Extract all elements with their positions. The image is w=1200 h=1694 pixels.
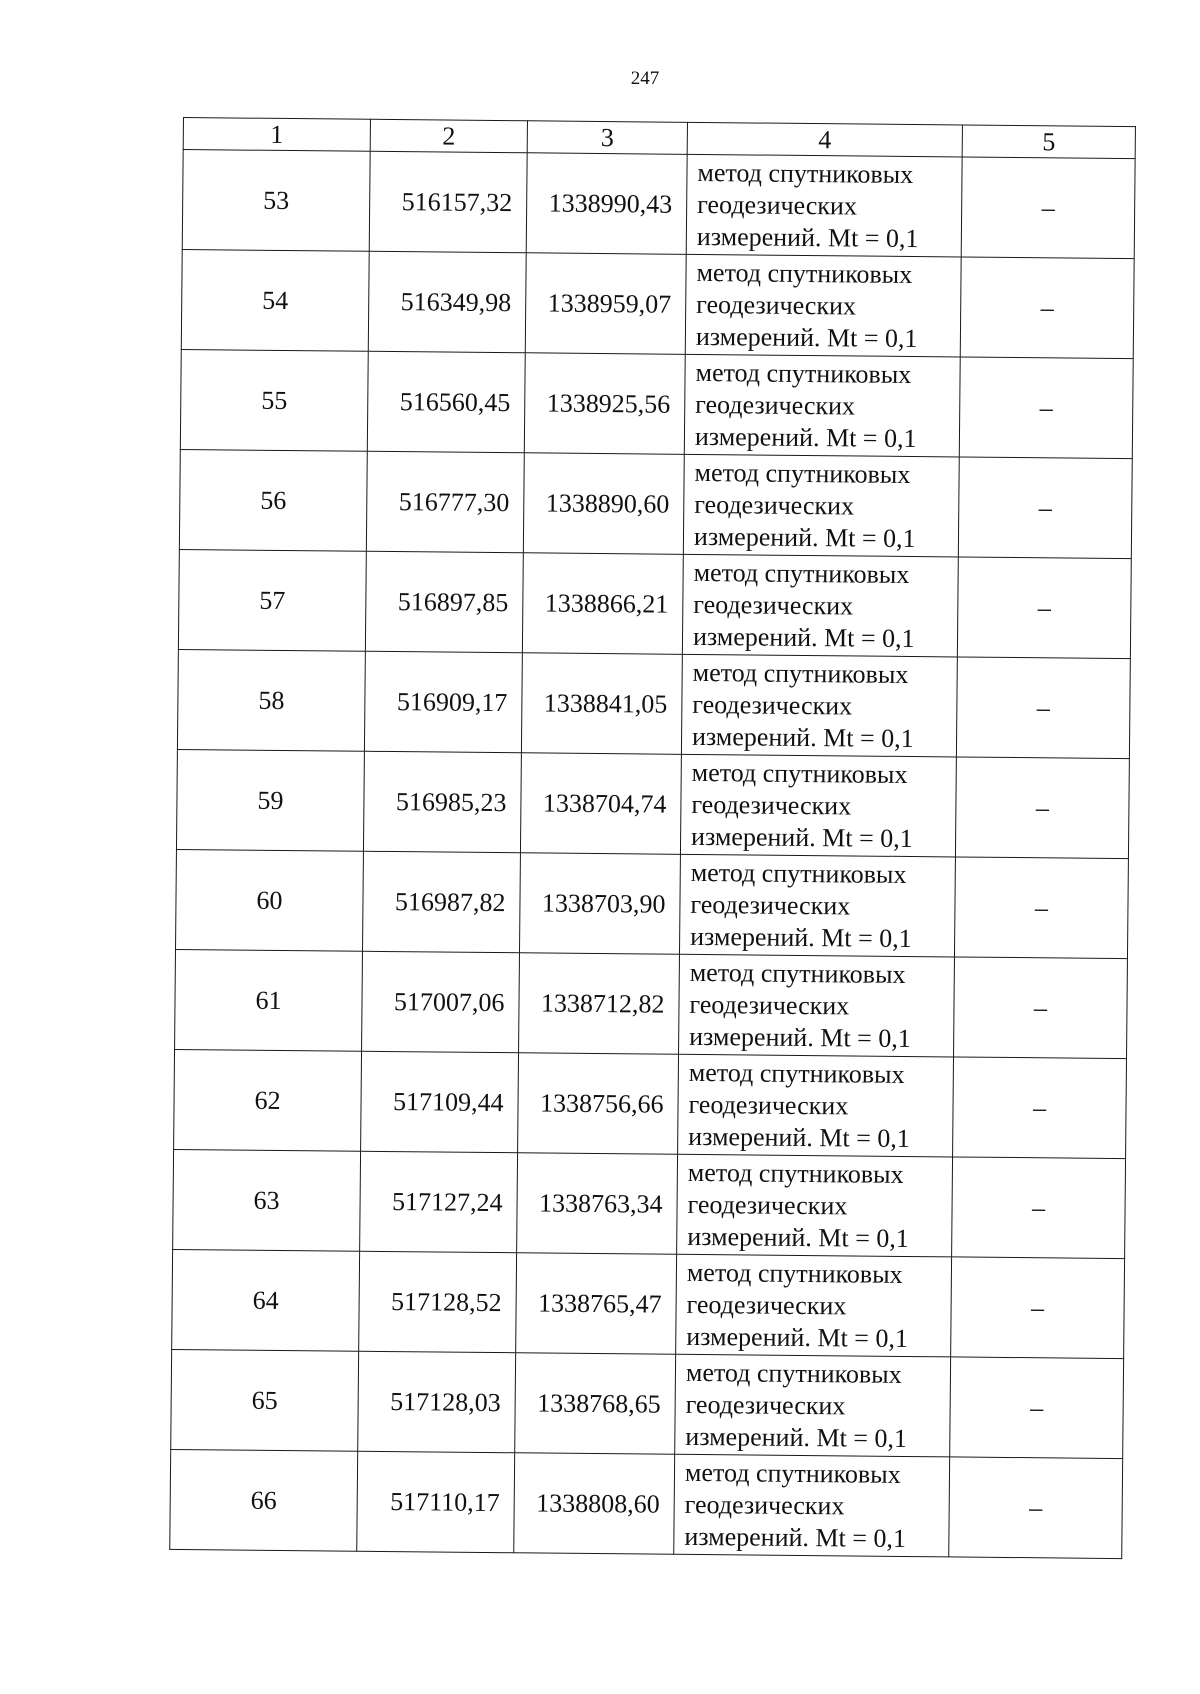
method-line: геодезических — [684, 1489, 845, 1520]
note-cell: – — [958, 457, 1132, 559]
table-row — [176, 849, 1129, 958]
method-line: измерений. Mt = 0,1 — [695, 321, 918, 353]
x-coordinate-cell: 517128,03 — [358, 1351, 516, 1453]
point-number-cell: 55 — [180, 349, 368, 451]
x-coordinate-cell: 517110,17 — [357, 1451, 515, 1553]
table-row — [180, 349, 1133, 458]
point-number-cell: 65 — [171, 1349, 359, 1451]
x-coordinate-cell: 516897,85 — [365, 551, 523, 653]
x-coordinate-cell: 516349,98 — [368, 251, 526, 353]
method-cell — [682, 554, 958, 657]
point-number-cell: 64 — [172, 1249, 360, 1351]
note-cell: – — [955, 757, 1129, 859]
point-number-cell: 59 — [176, 749, 364, 851]
method-line: метод спутниковых — [684, 1457, 901, 1489]
x-coordinate-cell: 516985,23 — [363, 751, 521, 853]
y-coordinate-cell: 1338765,47 — [516, 1253, 677, 1355]
y-coordinate-cell: 1338925,56 — [524, 353, 685, 455]
y-coordinate-cell: 1338990,43 — [526, 153, 687, 255]
x-coordinate-cell: 516909,17 — [364, 651, 522, 753]
y-coordinate-cell: 1338959,07 — [525, 253, 686, 355]
method-line: метод спутниковых — [689, 957, 906, 989]
y-coordinate-cell: 1338890,60 — [523, 453, 684, 555]
method-line: измерений. Mt = 0,1 — [687, 1221, 910, 1253]
method-cell — [674, 1454, 950, 1557]
method-line: геодезических — [689, 989, 850, 1020]
note-cell: – — [951, 1257, 1125, 1359]
method-line: измерений. Mt = 0,1 — [684, 1521, 907, 1553]
table-row — [181, 249, 1134, 358]
header-cell: 4 — [687, 122, 962, 157]
table-row — [176, 749, 1129, 858]
y-coordinate-cell: 1338841,05 — [521, 653, 682, 755]
note-cell: – — [952, 1157, 1126, 1259]
method-cell — [681, 654, 957, 757]
method-line: измерений. Mt = 0,1 — [696, 221, 919, 253]
method-line: метод спутниковых — [688, 1057, 905, 1089]
x-coordinate-cell: 517007,06 — [362, 951, 520, 1053]
table-row — [173, 1149, 1126, 1258]
point-number-cell: 54 — [181, 249, 369, 351]
method-line: метод спутниковых — [685, 1357, 902, 1389]
coordinates-table — [169, 117, 1136, 1559]
method-line: геодезических — [686, 1289, 847, 1320]
page-number: 247 — [630, 68, 660, 89]
method-line: геодезических — [685, 1389, 846, 1420]
method-line: геодезических — [691, 789, 852, 820]
x-coordinate-cell: 516157,32 — [369, 151, 527, 253]
method-line: измерений. Mt = 0,1 — [689, 1021, 911, 1053]
y-coordinate-cell: 1338712,82 — [519, 953, 680, 1055]
table-row — [177, 649, 1130, 758]
method-cell — [675, 1354, 951, 1457]
method-line: геодезических — [695, 389, 856, 420]
point-number-cell: 62 — [174, 1049, 362, 1151]
note-cell: – — [959, 357, 1133, 459]
y-coordinate-cell: 1338763,34 — [517, 1153, 678, 1255]
method-line: метод спутниковых — [687, 1157, 904, 1189]
note-cell: – — [956, 657, 1130, 759]
method-cell — [683, 454, 959, 557]
method-line: измерений. Mt = 0,1 — [690, 921, 912, 953]
table-row — [175, 949, 1128, 1058]
note-cell: – — [949, 1457, 1123, 1559]
method-line: геодезических — [687, 1189, 848, 1220]
y-coordinate-cell: 1338768,65 — [515, 1353, 676, 1455]
note-cell: – — [957, 557, 1131, 659]
point-number-cell: 61 — [175, 949, 363, 1051]
note-cell: – — [954, 857, 1128, 959]
method-line: геодезических — [696, 289, 857, 320]
table-row — [171, 1349, 1124, 1458]
point-number-cell: 56 — [179, 449, 367, 551]
method-line: геодезических — [694, 489, 855, 520]
y-coordinate-cell: 1338866,21 — [522, 553, 683, 655]
note-cell: – — [960, 257, 1134, 359]
method-line: измерений. Mt = 0,1 — [691, 721, 914, 753]
method-line: метод спутниковых — [696, 257, 913, 289]
method-line: метод спутниковых — [694, 457, 911, 489]
table-row — [182, 150, 1135, 259]
point-number-cell: 57 — [178, 549, 366, 651]
method-cell — [680, 754, 956, 857]
method-line: метод спутниковых — [686, 1257, 903, 1289]
table-row — [170, 1449, 1123, 1558]
method-line: геодезических — [693, 589, 854, 620]
x-coordinate-cell: 517127,24 — [360, 1151, 518, 1253]
point-number-cell: 60 — [176, 849, 364, 951]
y-coordinate-cell: 1338808,60 — [514, 1453, 675, 1555]
method-line: геодезических — [697, 189, 858, 220]
table-row — [178, 549, 1131, 658]
header-cell: 5 — [962, 125, 1135, 159]
method-cell — [677, 1154, 953, 1257]
method-line: метод спутниковых — [690, 857, 907, 889]
method-line: измерений. Mt = 0,1 — [685, 1421, 908, 1453]
method-line: измерений. Mt = 0,1 — [694, 421, 917, 453]
method-line: измерений. Mt = 0,1 — [688, 1121, 910, 1153]
note-cell: – — [961, 157, 1135, 259]
y-coordinate-cell: 1338756,66 — [518, 1053, 679, 1155]
method-line: метод спутниковых — [697, 157, 914, 189]
method-cell — [685, 254, 961, 357]
method-line: измерений. Mt = 0,1 — [692, 621, 915, 653]
method-cell — [676, 1254, 952, 1357]
x-coordinate-cell: 517128,52 — [359, 1251, 517, 1353]
x-coordinate-cell: 516987,82 — [363, 851, 521, 953]
y-coordinate-cell: 1338704,74 — [520, 753, 681, 855]
method-cell — [678, 1054, 954, 1157]
point-number-cell: 53 — [182, 150, 370, 252]
method-line: метод спутниковых — [695, 357, 912, 389]
method-cell — [679, 954, 955, 1057]
table-row — [174, 1049, 1127, 1158]
note-cell: – — [950, 1357, 1124, 1459]
method-cell — [684, 354, 960, 457]
method-line: метод спутниковых — [692, 657, 909, 689]
header-cell: 1 — [183, 118, 370, 152]
table-row — [179, 449, 1132, 558]
header-cell: 3 — [527, 121, 687, 155]
note-cell: – — [953, 1057, 1127, 1159]
method-line: измерений. Mt = 0,1 — [690, 821, 913, 853]
method-line: метод спутниковых — [693, 557, 910, 589]
method-line: метод спутниковых — [691, 757, 908, 789]
x-coordinate-cell: 516560,45 — [367, 351, 525, 453]
x-coordinate-cell: 516777,30 — [366, 451, 524, 553]
point-number-cell: 63 — [173, 1149, 361, 1251]
method-line: измерений. Mt = 0,1 — [686, 1321, 909, 1353]
x-coordinate-cell: 517109,44 — [361, 1051, 519, 1153]
method-line: геодезических — [692, 689, 853, 720]
table-row — [172, 1249, 1125, 1358]
method-line: геодезических — [690, 889, 851, 920]
method-line: геодезических — [688, 1089, 849, 1120]
y-coordinate-cell: 1338703,90 — [519, 853, 680, 955]
note-cell: – — [954, 957, 1128, 1059]
header-cell: 2 — [370, 119, 527, 153]
table-body — [170, 150, 1135, 1559]
point-number-cell: 58 — [177, 649, 365, 751]
method-line: измерений. Mt = 0,1 — [693, 521, 916, 553]
method-cell — [686, 154, 962, 257]
point-number-cell: 66 — [170, 1449, 358, 1551]
method-cell — [679, 854, 955, 957]
